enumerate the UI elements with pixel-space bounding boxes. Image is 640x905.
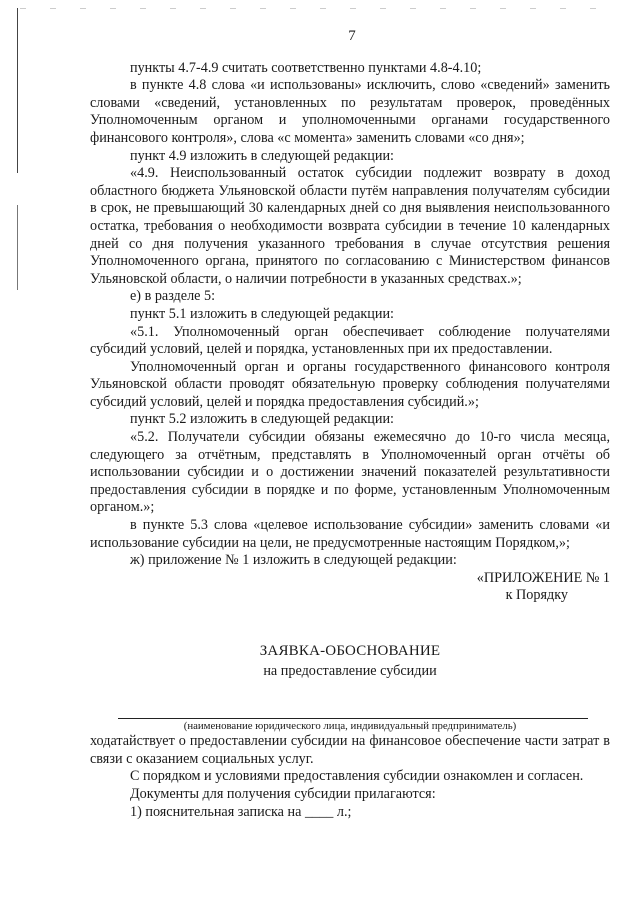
paragraph: в пункте 5.3 слова «целевое использование субсидии» заменить словами «и использование субсидии на цели, не предусмотренные настоящим Порядком,»; — [90, 517, 610, 551]
form-paragraph: ходатайствует о предоставлении субсидии на финансовое обеспечение части затрат в связи с оказанием социальных услуг. — [90, 733, 610, 767]
form-paragraph: С порядком и условиями предоставления субсидии ознакомлен и согласен. — [130, 768, 584, 785]
paragraph: пункт 5.2 изложить в следующей редакции: — [130, 411, 394, 428]
form-subtitle: на предоставление субсидии — [263, 662, 437, 679]
paragraph: «4.9. Неиспользованный остаток субсидии подлежит возврату в доход областного бюджета Ульяновской области путём направления получателям субсидии в срок, не превышающий 30 календарных дней со дня выявления неиспользованного остатка, требования о необходимости возврата субсидии в течение 10 календарных дней со дня получения указанного требования в случае отсутствия решения Уполномоченного органа, принятого по согласованию с Министерством финансов Ульяновской области, о наличии потребности в указанных средствах.»; — [90, 165, 610, 287]
paragraph: в пункте 4.8 слова «и использованы» исключить, слово «сведений» заменить словами «сведений, установленных по результатам проверок, проведённых Уполномоченным органом и уполномоченными органами государственного финансового контроля», слова «с момента» заменить словами «со дня»; — [90, 77, 610, 146]
paragraph: «5.1. Уполномоченный орган обеспечивает соблюдение получателями субсидий условий, целей и порядка, установленных при их предоставлении. — [90, 323, 610, 358]
paragraph: пункт 5.1 изложить в следующей редакции: — [130, 305, 394, 322]
appendix-label: «ПРИЛОЖЕНИЕ № 1 — [476, 569, 610, 586]
form-title: ЗАЯВКА-ОБОСНОВАНИЕ — [259, 643, 441, 659]
paragraph: пункты 4.7-4.9 считать соответственно пунктами 4.8-4.10; — [130, 59, 482, 76]
scan-artifact-top — [20, 8, 620, 9]
paragraph: ж) приложение № 1 изложить в следующей редакции: — [130, 552, 457, 569]
paragraph: пункт 4.9 изложить в следующей редакции: — [130, 147, 394, 164]
scan-artifact-edge — [17, 205, 18, 290]
scan-artifact-edge — [17, 8, 18, 173]
paragraph: «5.2. Получатели субсидии обязаны ежемесячно до 10-го числа месяца, следующего за отчётным, представлять в Уполномоченный орган отчёты об использовании субсидии и о достижении значений показателей результативности предоставления субсидии в порядке и по форме, установленным Уполномоченным органом.»; — [90, 429, 610, 516]
page-number: 7 — [348, 28, 356, 44]
applicant-field-caption: (наименование юридического лица, индивидуальный предприниматель) — [183, 720, 517, 733]
paragraph: Уполномоченный орган и органы государственного финансового контроля Ульяновской области проводят обязательную проверку соблюдения получателями субсидий условий, целей и порядка предоставления субсидий.»; — [90, 358, 610, 410]
paragraph: е) в разделе 5: — [130, 288, 216, 305]
form-paragraph: Документы для получения субсидии прилагаются: — [130, 785, 436, 802]
applicant-name-line — [118, 718, 588, 719]
document-page — [90, 28, 610, 821]
appendix-reference: к Порядку — [505, 587, 568, 604]
form-paragraph: 1) пояснительная записка на ____ л.; — [130, 803, 352, 820]
